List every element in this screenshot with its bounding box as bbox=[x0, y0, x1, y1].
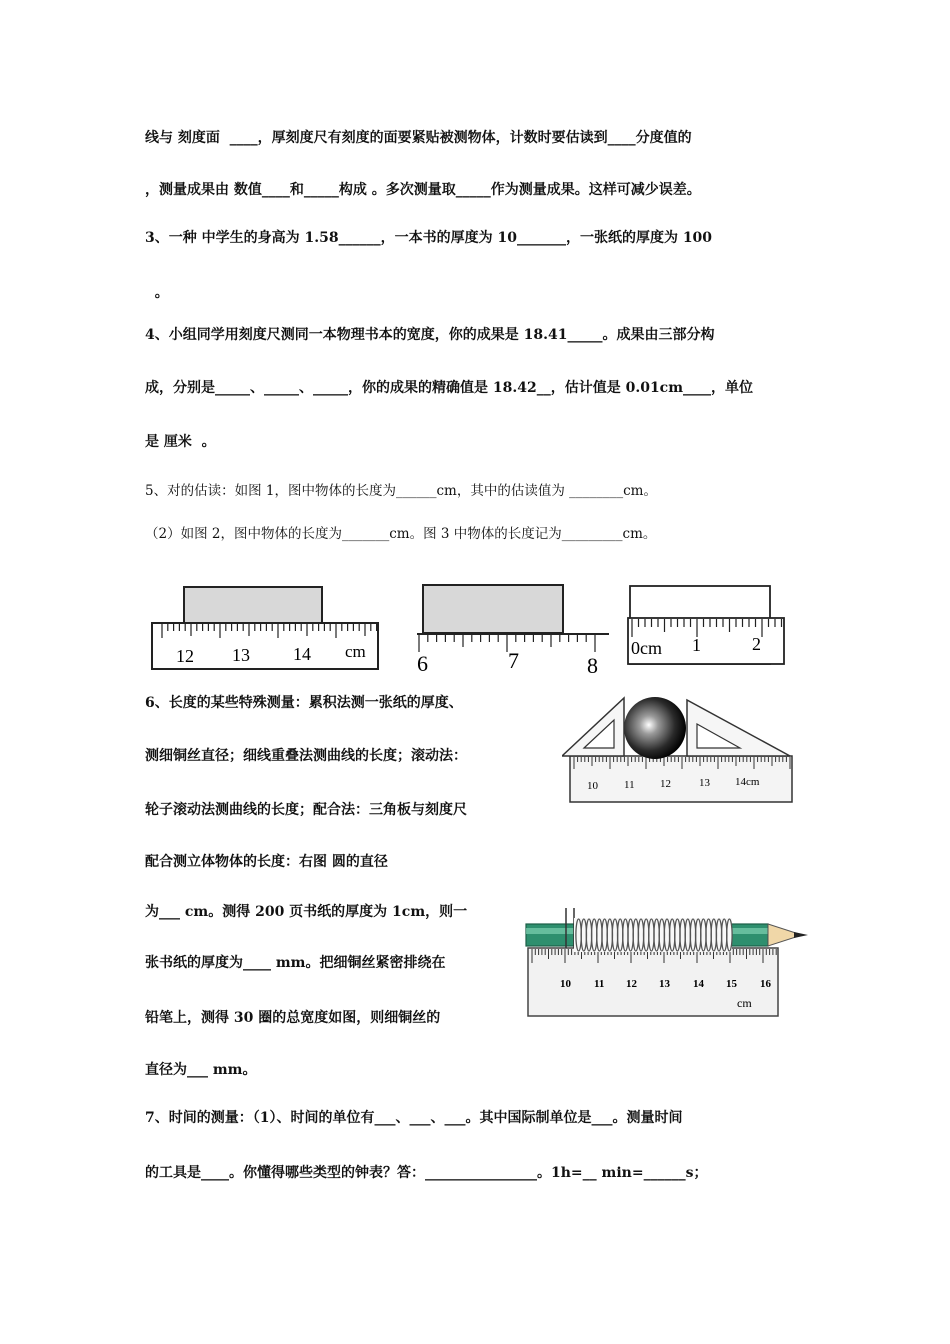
fig1-label-14: 14 bbox=[293, 644, 311, 664]
text-line-16: 铅笔上，测得 30 圈的总宽度如图，则细铜丝的 bbox=[145, 1010, 441, 1026]
ball-label-11: 11 bbox=[624, 779, 635, 791]
pencil-label-10: 10 bbox=[560, 978, 571, 990]
fig2-label-7: 7 bbox=[508, 648, 519, 673]
ball-label-13: 13 bbox=[699, 777, 710, 789]
text-line-18: 7、时间的测量：（1）、时间的单位有___、___、___。其中国际制单位是___。测量时间 bbox=[145, 1110, 683, 1126]
pencil-label-16: 16 bbox=[760, 978, 771, 990]
text-line-19: 的工具是____。你懂得哪些类型的钟表？答：________________。1h=__ min=______s； bbox=[145, 1165, 708, 1181]
text-line-3: 3、一种 中学生的身高为 1.58______，一本书的厚度为 10_______，一张纸的厚度为 100 bbox=[145, 230, 713, 246]
fig3-label-1: 1 bbox=[692, 635, 701, 655]
text-line-10: 6、长度的某些特殊测量：累积法测一张纸的厚度、 bbox=[145, 695, 463, 711]
text-line-7: 是 厘米 。 bbox=[145, 434, 216, 450]
fig2-label-8: 8 bbox=[587, 653, 598, 675]
text-line-15: 张书纸的厚度为____ mm。把细铜丝紧密排绕在 bbox=[145, 955, 446, 971]
text-line-14: 为___ cm。测得 200 页书纸的厚度为 1cm，则一 bbox=[145, 904, 468, 920]
text-line-5: 4、小组同学用刻度尺测同一本物理书本的宽度，你的成果是 18.41_____。成果由三部分构 bbox=[145, 327, 715, 343]
fig2-label-6: 6 bbox=[417, 651, 428, 675]
figure-1-ruler bbox=[150, 585, 382, 671]
figure-ball-triangles bbox=[562, 686, 802, 806]
ball-label-14cm: 14cm bbox=[735, 776, 760, 788]
text-line-2: ，测量成果由 数值____和_____构成 。多次测量取_____作为测量成果。这样可减少误差。 bbox=[145, 182, 701, 198]
text-line-13: 配合测立体物体的长度：右图 圆的直径 bbox=[145, 854, 388, 870]
pencil-label-15: 15 bbox=[726, 978, 737, 990]
text-line-6: 成，分别是_____、_____、_____，你的成果的精确值是 18.42__，估计值是 0.01cm____，单位 bbox=[145, 380, 754, 396]
text-line-11: 测细铜丝直径；细线重叠法测曲线的长度；滚动法： bbox=[145, 748, 467, 764]
text-line-1: 线与 刻度面 ____，厚刻度尺有刻度的面要紧贴被测物体，计数时要估读到____分度值的 bbox=[145, 130, 692, 146]
figure-2-ruler bbox=[415, 583, 613, 675]
pencil-label-11: 11 bbox=[594, 978, 605, 990]
fig3-label-0cm: 0cm bbox=[631, 638, 662, 658]
fig1-label-12: 12 bbox=[176, 646, 194, 666]
fig3-label-2: 2 bbox=[752, 634, 761, 654]
fig1-label-13: 13 bbox=[232, 645, 250, 665]
ball-label-10: 10 bbox=[587, 780, 598, 792]
pencil-label-14: 14 bbox=[693, 978, 704, 990]
text-line-4: 。 bbox=[145, 285, 169, 301]
figure-3-ruler bbox=[626, 584, 788, 668]
figure-pencil-coil bbox=[522, 904, 812, 1022]
pencil-label-12: 12 bbox=[626, 978, 637, 990]
text-line-9: （2）如图 2，图中物体的长度为_______cm。图 3 中物体的长度记为_________cm。 bbox=[145, 526, 657, 542]
text-line-8: 5、对的估读：如图 1，图中物体的长度为______cm，其中的估读值为 ________cm。 bbox=[145, 483, 657, 499]
text-line-12: 轮子滚动法测曲线的长度；配合法：三角板与刻度尺 bbox=[145, 802, 467, 818]
text-line-17: 直径为___ mm。 bbox=[145, 1062, 257, 1078]
pencil-label-cm: cm bbox=[737, 996, 752, 1010]
ball-label-12: 12 bbox=[660, 778, 671, 790]
fig1-label-cm: cm bbox=[345, 642, 366, 661]
pencil-label-13: 13 bbox=[659, 978, 670, 990]
